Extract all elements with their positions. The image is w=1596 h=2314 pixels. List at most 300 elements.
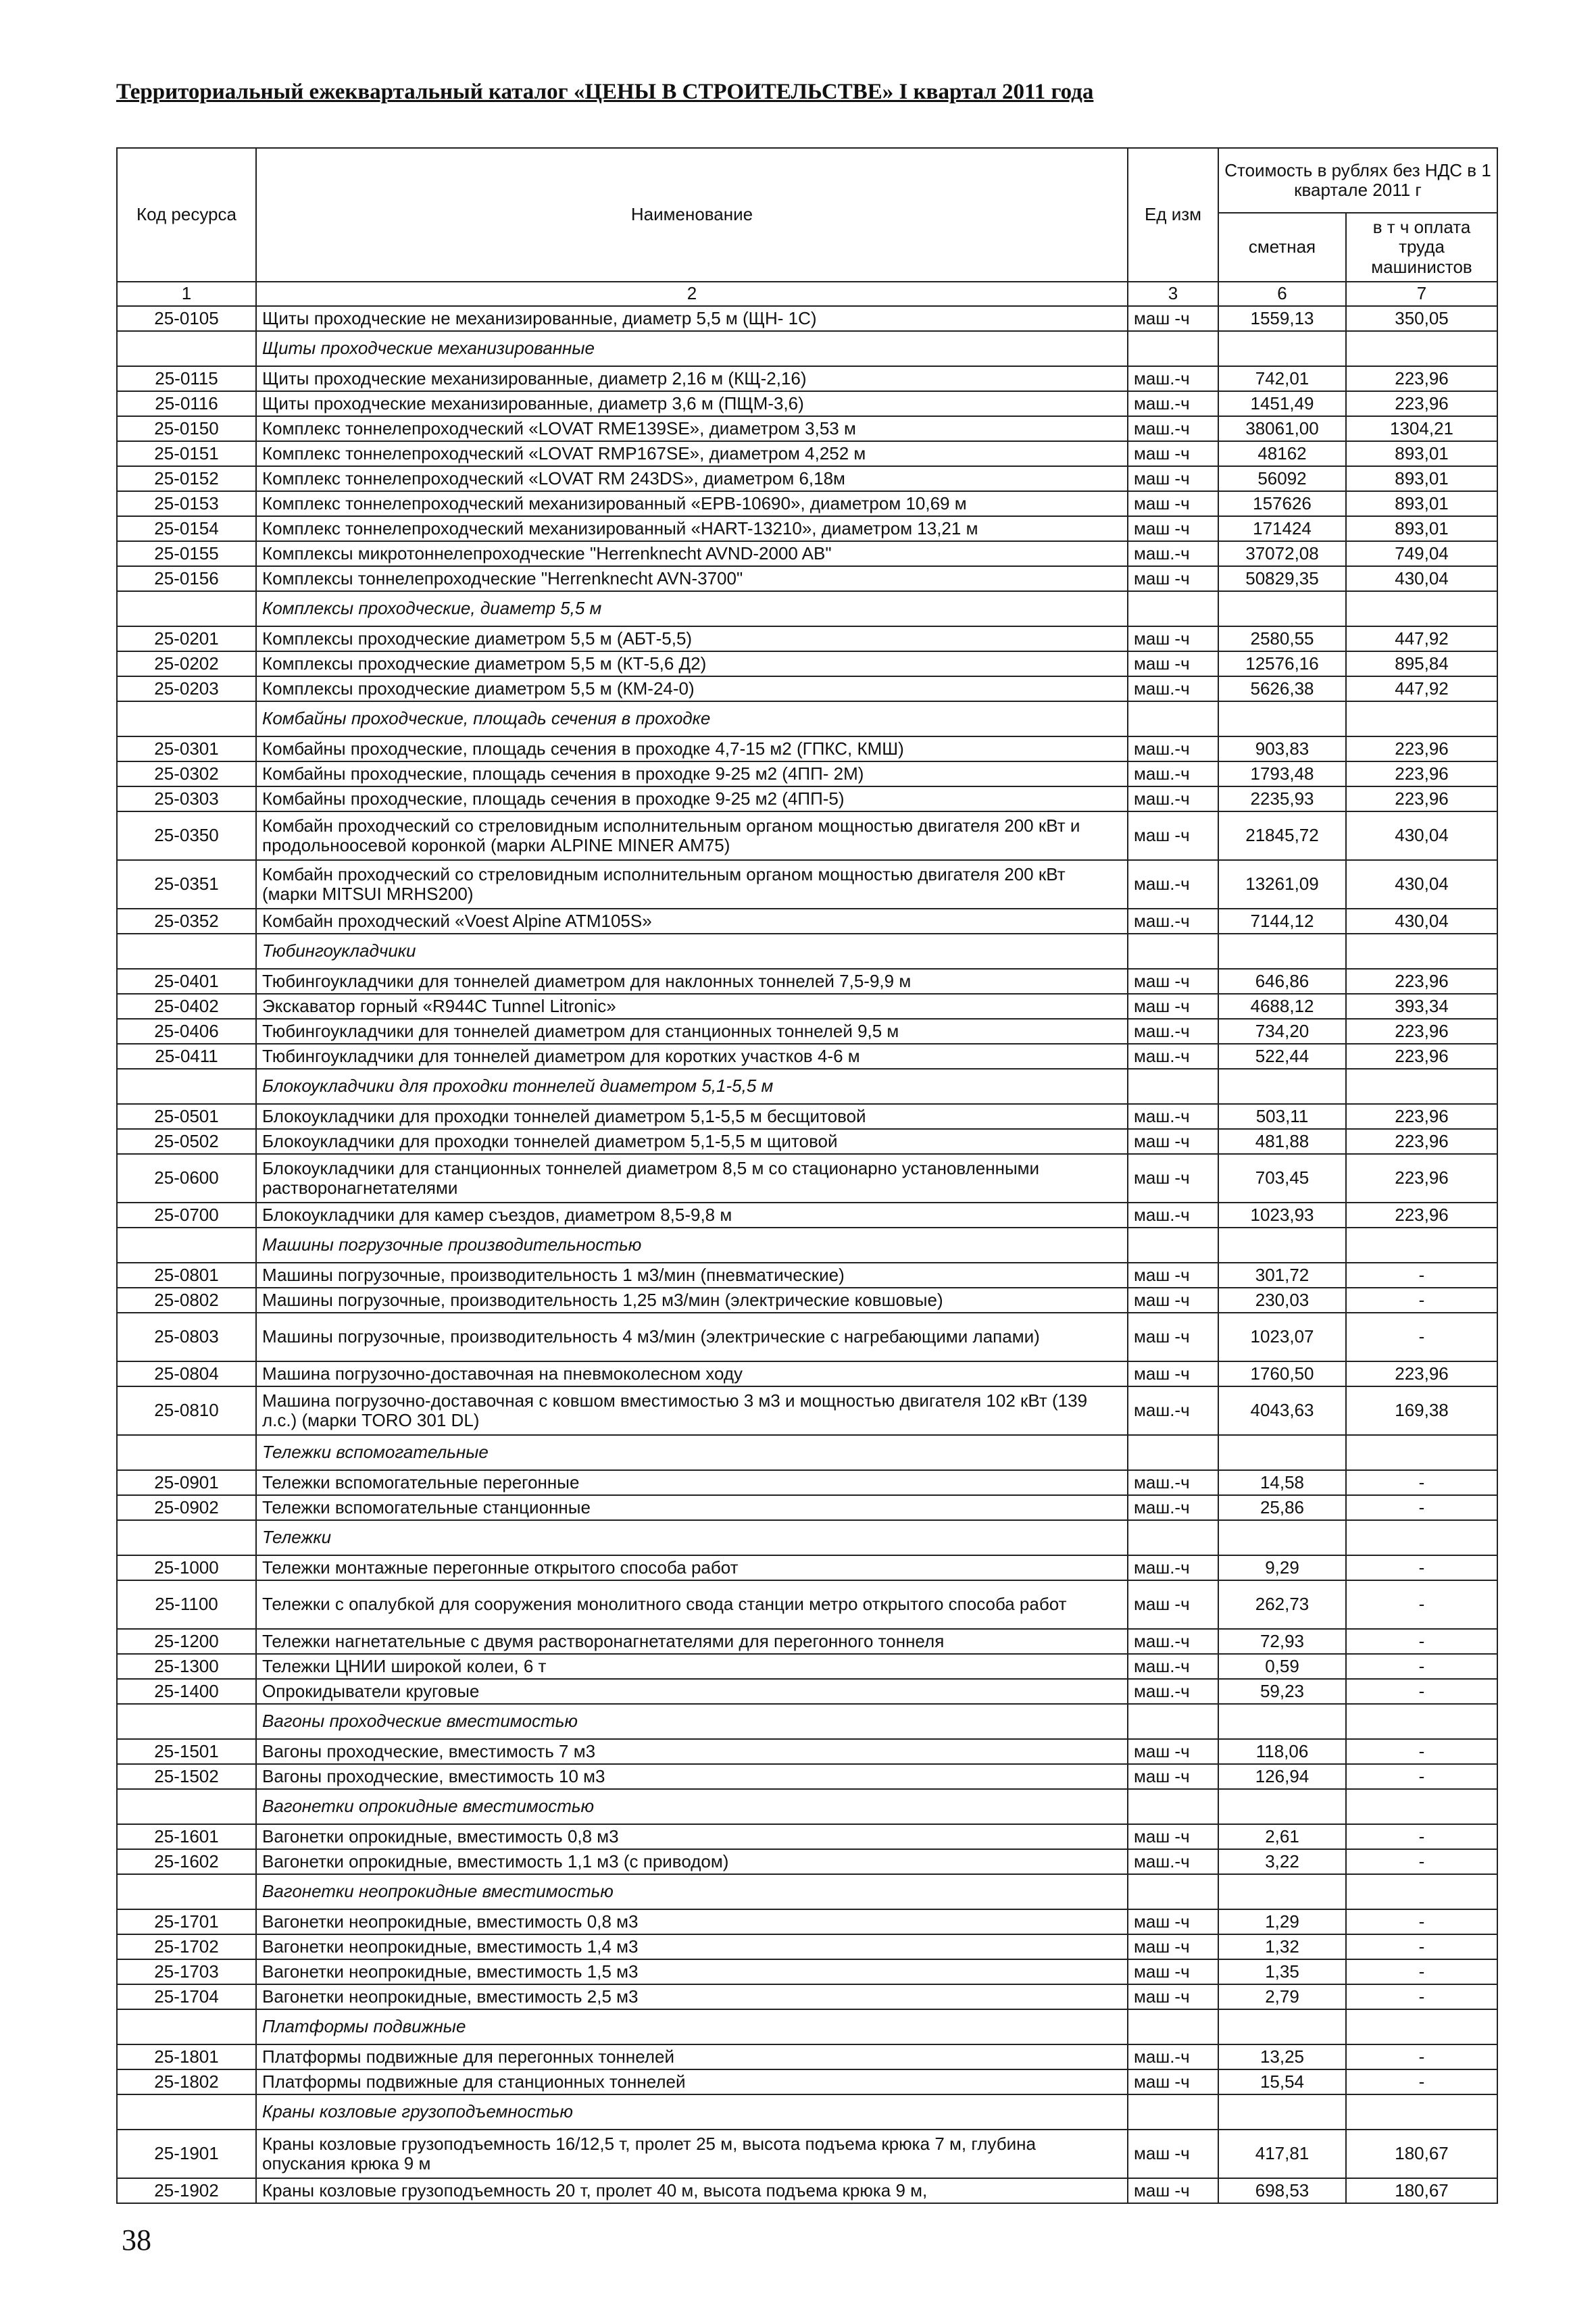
resource-code: 25-0303 bbox=[117, 786, 256, 811]
section-labor-cell bbox=[1346, 934, 1497, 969]
unit-of-measure: маш -ч bbox=[1128, 566, 1218, 591]
section-cost-cell bbox=[1218, 1435, 1346, 1470]
unit-of-measure: маш -ч bbox=[1128, 1361, 1218, 1386]
table-row bbox=[117, 1580, 1497, 1629]
operator-labor-cost: 893,01 bbox=[1346, 466, 1497, 491]
section-unit-cell bbox=[1128, 1520, 1218, 1555]
section-cost-cell bbox=[1218, 1789, 1346, 1824]
operator-labor-cost: 430,04 bbox=[1346, 860, 1497, 909]
estimated-cost: 742,01 bbox=[1218, 366, 1346, 391]
section-unit-cell bbox=[1128, 1789, 1218, 1824]
resource-name: Комплексы микротоннелепроходческие "Herrenknecht AVND-2000 AB" bbox=[256, 541, 1128, 566]
resource-name: Машины погрузочные, производительность 1,25 м3/мин (электрические ковшовые) bbox=[256, 1288, 1128, 1313]
resource-code: 25-0154 bbox=[117, 516, 256, 541]
resource-code: 25-0350 bbox=[117, 811, 256, 860]
operator-labor-cost: - bbox=[1346, 1288, 1497, 1313]
section-title: Вагонетки неопрокидные вместимостью bbox=[256, 1874, 1128, 1909]
header-code: Код ресурса bbox=[117, 148, 256, 282]
unit-of-measure: маш -ч bbox=[1128, 1288, 1218, 1313]
section-labor-cell bbox=[1346, 1789, 1497, 1824]
estimated-cost: 9,29 bbox=[1218, 1555, 1346, 1580]
resource-code: 25-0150 bbox=[117, 416, 256, 441]
unit-of-measure: маш.-ч bbox=[1128, 1654, 1218, 1679]
resource-name: Машины погрузочные, производительность 4 м3/мин (электрические с нагребающими лапами) bbox=[256, 1313, 1128, 1361]
operator-labor-cost: 180,67 bbox=[1346, 2178, 1497, 2203]
table-row bbox=[117, 626, 1497, 651]
section-code-cell bbox=[117, 2094, 256, 2130]
estimated-cost: 15,54 bbox=[1218, 2069, 1346, 2094]
operator-labor-cost: 350,05 bbox=[1346, 306, 1497, 331]
resource-name: Тележки нагнетательные с двумя растворонагнетателями для перегонного тоннеля bbox=[256, 1629, 1128, 1654]
table-row bbox=[117, 566, 1497, 591]
resource-name: Комплексы проходческие диаметром 5,5 м (КТ-5,6 Д2) bbox=[256, 651, 1128, 676]
resource-code: 25-0804 bbox=[117, 1361, 256, 1386]
table-row bbox=[117, 811, 1497, 860]
section-labor-cell bbox=[1346, 2009, 1497, 2044]
header-unit: Ед изм bbox=[1128, 148, 1218, 282]
resource-code: 25-0501 bbox=[117, 1104, 256, 1129]
resource-code: 25-0201 bbox=[117, 626, 256, 651]
section-labor-cell bbox=[1346, 1874, 1497, 1909]
operator-labor-cost: 430,04 bbox=[1346, 909, 1497, 934]
resource-code: 25-1400 bbox=[117, 1679, 256, 1704]
resource-name: Комбайны проходческие, площадь сечения в проходке 4,7-15 м2 (ГПКС, КМШ) bbox=[256, 736, 1128, 761]
table-row bbox=[117, 1154, 1497, 1203]
estimated-cost: 3,22 bbox=[1218, 1849, 1346, 1874]
section-unit-cell bbox=[1128, 1435, 1218, 1470]
resource-code: 25-0600 bbox=[117, 1154, 256, 1203]
resource-code: 25-1701 bbox=[117, 1909, 256, 1934]
table-row bbox=[117, 1555, 1497, 1580]
section-unit-cell bbox=[1128, 701, 1218, 736]
unit-of-measure: маш -ч bbox=[1128, 2130, 1218, 2178]
section-cost-cell bbox=[1218, 934, 1346, 969]
operator-labor-cost: - bbox=[1346, 1959, 1497, 1984]
unit-of-measure: маш -ч bbox=[1128, 1154, 1218, 1203]
operator-labor-cost: - bbox=[1346, 1555, 1497, 1580]
unit-of-measure: маш -ч bbox=[1128, 651, 1218, 676]
section-code-cell bbox=[117, 2009, 256, 2044]
operator-labor-cost: - bbox=[1346, 1654, 1497, 1679]
resource-name: Тележки ЦНИИ широкой колеи, 6 т bbox=[256, 1654, 1128, 1679]
unit-of-measure: маш.-ч bbox=[1128, 909, 1218, 934]
operator-labor-cost: 893,01 bbox=[1346, 491, 1497, 516]
unit-of-measure: маш -ч bbox=[1128, 626, 1218, 651]
table-row bbox=[117, 1470, 1497, 1495]
operator-labor-cost: 223,96 bbox=[1346, 969, 1497, 994]
unit-of-measure: маш -ч bbox=[1128, 1580, 1218, 1629]
operator-labor-cost: - bbox=[1346, 1849, 1497, 1874]
estimated-cost: 646,86 bbox=[1218, 969, 1346, 994]
table-row bbox=[117, 860, 1497, 909]
resource-name: Блокоукладчики для станционных тоннелей диаметром 8,5 м со стационарно установленными растворонагнетателями bbox=[256, 1154, 1128, 1203]
operator-labor-cost: 749,04 bbox=[1346, 541, 1497, 566]
estimated-cost: 703,45 bbox=[1218, 1154, 1346, 1203]
resource-code: 25-1801 bbox=[117, 2044, 256, 2069]
estimated-cost: 4043,63 bbox=[1218, 1386, 1346, 1435]
resource-code: 25-0156 bbox=[117, 566, 256, 591]
resource-name: Щиты проходческие механизированные, диаметр 3,6 м (ПЩМ-3,6) bbox=[256, 391, 1128, 416]
section-cost-cell bbox=[1218, 2009, 1346, 2044]
unit-of-measure: маш.-ч bbox=[1128, 1104, 1218, 1129]
resource-code: 25-1501 bbox=[117, 1739, 256, 1764]
resource-name: Вагонетки неопрокидные, вместимость 1,5 м3 bbox=[256, 1959, 1128, 1984]
operator-labor-cost: 223,96 bbox=[1346, 1203, 1497, 1228]
resource-name: Платформы подвижные для станционных тоннелей bbox=[256, 2069, 1128, 2094]
estimated-cost: 21845,72 bbox=[1218, 811, 1346, 860]
operator-labor-cost: - bbox=[1346, 1263, 1497, 1288]
estimated-cost: 1,29 bbox=[1218, 1909, 1346, 1934]
estimated-cost: 126,94 bbox=[1218, 1764, 1346, 1789]
table-row bbox=[117, 1495, 1497, 1520]
resource-name: Машины погрузочные, производительность 1 м3/мин (пневматические) bbox=[256, 1263, 1128, 1288]
section-unit-cell bbox=[1128, 1069, 1218, 1104]
operator-labor-cost: - bbox=[1346, 1739, 1497, 1764]
operator-labor-cost: - bbox=[1346, 1934, 1497, 1959]
operator-labor-cost: - bbox=[1346, 1470, 1497, 1495]
unit-of-measure: маш -ч bbox=[1128, 1129, 1218, 1154]
resource-name: Машина погрузочно-доставочная с ковшом вместимостью 3 м3 и мощностью двигателя 102 кВт (139 л.с.) (марки TORO 301 DL) bbox=[256, 1386, 1128, 1435]
table-row bbox=[117, 676, 1497, 701]
table-row bbox=[117, 2069, 1497, 2094]
estimated-cost: 1559,13 bbox=[1218, 306, 1346, 331]
table-row bbox=[117, 416, 1497, 441]
resource-code: 25-0203 bbox=[117, 676, 256, 701]
operator-labor-cost: 223,96 bbox=[1346, 1129, 1497, 1154]
operator-labor-cost: 895,84 bbox=[1346, 651, 1497, 676]
resource-code: 25-0302 bbox=[117, 761, 256, 786]
table-row bbox=[117, 366, 1497, 391]
table-row bbox=[117, 1129, 1497, 1154]
resource-code: 25-0902 bbox=[117, 1495, 256, 1520]
section-row bbox=[117, 1228, 1497, 1263]
resource-name: Тюбингоукладчики для тоннелей диаметром для станционных тоннелей 9,5 м bbox=[256, 1019, 1128, 1044]
unit-of-measure: маш -ч bbox=[1128, 2178, 1218, 2203]
estimated-cost: 59,23 bbox=[1218, 1679, 1346, 1704]
resource-name: Комплексы тоннелепроходческие "Herrenknecht AVN-3700" bbox=[256, 566, 1128, 591]
resource-name: Блокоукладчики для проходки тоннелей диаметром 5,1-5,5 м щитовой bbox=[256, 1129, 1128, 1154]
section-cost-cell bbox=[1218, 591, 1346, 626]
unit-of-measure: маш -ч bbox=[1128, 1934, 1218, 1959]
section-unit-cell bbox=[1128, 1228, 1218, 1263]
operator-labor-cost: 393,34 bbox=[1346, 994, 1497, 1019]
section-row bbox=[117, 1704, 1497, 1739]
unit-of-measure: маш.-ч bbox=[1128, 416, 1218, 441]
resource-name: Комплекс тоннелепроходческий механизированный «HART-13210», диаметром 13,21 м bbox=[256, 516, 1128, 541]
operator-labor-cost: - bbox=[1346, 1580, 1497, 1629]
table-row bbox=[117, 736, 1497, 761]
section-code-cell bbox=[117, 1228, 256, 1263]
resource-name: Краны козловые грузоподъемность 20 т, пролет 40 м, высота подъема крюка 9 м, bbox=[256, 2178, 1128, 2203]
resource-name: Экскаватор горный «R944C Tunnel Litronic» bbox=[256, 994, 1128, 1019]
resource-name: Блокоукладчики для проходки тоннелей диаметром 5,1-5,5 м бесщитовой bbox=[256, 1104, 1128, 1129]
estimated-cost: 2,79 bbox=[1218, 1984, 1346, 2009]
section-unit-cell bbox=[1128, 1704, 1218, 1739]
operator-labor-cost: - bbox=[1346, 2044, 1497, 2069]
unit-of-measure: маш.-ч bbox=[1128, 1849, 1218, 1874]
section-unit-cell bbox=[1128, 2009, 1218, 2044]
section-labor-cell bbox=[1346, 701, 1497, 736]
estimated-cost: 171424 bbox=[1218, 516, 1346, 541]
unit-of-measure: маш.-ч bbox=[1128, 1470, 1218, 1495]
estimated-cost: 25,86 bbox=[1218, 1495, 1346, 1520]
unit-of-measure: маш.-ч bbox=[1128, 736, 1218, 761]
operator-labor-cost: - bbox=[1346, 2069, 1497, 2094]
resource-code: 25-1300 bbox=[117, 1654, 256, 1679]
resource-name: Вагонетки неопрокидные, вместимость 1,4 м3 bbox=[256, 1934, 1128, 1959]
unit-of-measure: маш -ч bbox=[1128, 811, 1218, 860]
estimated-cost: 522,44 bbox=[1218, 1044, 1346, 1069]
operator-labor-cost: 223,96 bbox=[1346, 366, 1497, 391]
unit-of-measure: маш -ч bbox=[1128, 491, 1218, 516]
resource-name: Комплекс тоннелепроходческий механизированный «EPB-10690», диаметром 10,69 м bbox=[256, 491, 1128, 516]
resource-name: Тележки с опалубкой для сооружения монолитного свода станции метро открытого способа работ bbox=[256, 1580, 1128, 1629]
operator-labor-cost: - bbox=[1346, 1984, 1497, 2009]
column-number: 7 bbox=[1346, 282, 1497, 306]
resource-code: 25-0803 bbox=[117, 1313, 256, 1361]
estimated-cost: 2,61 bbox=[1218, 1824, 1346, 1849]
operator-labor-cost: 430,04 bbox=[1346, 566, 1497, 591]
table-row bbox=[117, 1361, 1497, 1386]
estimated-cost: 1,35 bbox=[1218, 1959, 1346, 1984]
resource-code: 25-0153 bbox=[117, 491, 256, 516]
estimated-cost: 903,83 bbox=[1218, 736, 1346, 761]
table-row bbox=[117, 541, 1497, 566]
resource-name: Вагонетки неопрокидные, вместимость 2,5 м3 bbox=[256, 1984, 1128, 2009]
resource-code: 25-1601 bbox=[117, 1824, 256, 1849]
operator-labor-cost: 1304,21 bbox=[1346, 416, 1497, 441]
table-row bbox=[117, 1044, 1497, 1069]
resource-name: Вагонетки неопрокидные, вместимость 0,8 м3 bbox=[256, 1909, 1128, 1934]
operator-labor-cost: - bbox=[1346, 1764, 1497, 1789]
section-code-cell bbox=[117, 1789, 256, 1824]
operator-labor-cost: 447,92 bbox=[1346, 676, 1497, 701]
section-labor-cell bbox=[1346, 331, 1497, 366]
resource-code: 25-0402 bbox=[117, 994, 256, 1019]
section-code-cell bbox=[117, 1069, 256, 1104]
estimated-cost: 38061,00 bbox=[1218, 416, 1346, 441]
resource-name: Тележки монтажные перегонные открытого способа работ bbox=[256, 1555, 1128, 1580]
unit-of-measure: маш -ч bbox=[1128, 1824, 1218, 1849]
estimated-cost: 72,93 bbox=[1218, 1629, 1346, 1654]
table-row bbox=[117, 391, 1497, 416]
resource-code: 25-1502 bbox=[117, 1764, 256, 1789]
section-code-cell bbox=[117, 1704, 256, 1739]
operator-labor-cost: 223,96 bbox=[1346, 1044, 1497, 1069]
table-row bbox=[117, 1764, 1497, 1789]
table-row bbox=[117, 994, 1497, 1019]
table-row bbox=[117, 1909, 1497, 1934]
operator-labor-cost: - bbox=[1346, 1824, 1497, 1849]
resource-name: Комбайн проходческий со стреловидным исполнительным органом мощностью двигателя 200 кВт и продольноосевой коронкой (марки ALPINE MINER AM75) bbox=[256, 811, 1128, 860]
resource-code: 25-0115 bbox=[117, 366, 256, 391]
resource-name: Вагонетки опрокидные, вместимость 0,8 м3 bbox=[256, 1824, 1128, 1849]
resource-code: 25-1100 bbox=[117, 1580, 256, 1629]
unit-of-measure: маш.-ч bbox=[1128, 391, 1218, 416]
estimated-cost: 13,25 bbox=[1218, 2044, 1346, 2069]
resource-code: 25-0406 bbox=[117, 1019, 256, 1044]
section-labor-cell bbox=[1346, 591, 1497, 626]
estimated-cost: 1023,07 bbox=[1218, 1313, 1346, 1361]
section-row bbox=[117, 1874, 1497, 1909]
operator-labor-cost: - bbox=[1346, 1679, 1497, 1704]
table-row bbox=[117, 491, 1497, 516]
unit-of-measure: маш.-ч bbox=[1128, 1629, 1218, 1654]
resource-name: Щиты проходческие механизированные, диаметр 2,16 м (КЩ-2,16) bbox=[256, 366, 1128, 391]
table-row bbox=[117, 1934, 1497, 1959]
section-labor-cell bbox=[1346, 1228, 1497, 1263]
operator-labor-cost: 430,04 bbox=[1346, 811, 1497, 860]
operator-labor-cost: - bbox=[1346, 1313, 1497, 1361]
resource-code: 25-0116 bbox=[117, 391, 256, 416]
estimated-cost: 230,03 bbox=[1218, 1288, 1346, 1313]
section-title: Машины погрузочные производительностью bbox=[256, 1228, 1128, 1263]
resource-name: Комбайны проходческие, площадь сечения в проходке 9-25 м2 (4ПП- 2М) bbox=[256, 761, 1128, 786]
resource-code: 25-1602 bbox=[117, 1849, 256, 1874]
operator-labor-cost: 223,96 bbox=[1346, 1019, 1497, 1044]
section-title: Платформы подвижные bbox=[256, 2009, 1128, 2044]
table-row bbox=[117, 1739, 1497, 1764]
section-unit-cell bbox=[1128, 2094, 1218, 2130]
resource-name: Опрокидыватели круговые bbox=[256, 1679, 1128, 1704]
resource-code: 25-0155 bbox=[117, 541, 256, 566]
estimated-cost: 37072,08 bbox=[1218, 541, 1346, 566]
unit-of-measure: маш -ч bbox=[1128, 994, 1218, 1019]
resource-name: Тюбингоукладчики для тоннелей диаметром для коротких участков 4-6 м bbox=[256, 1044, 1128, 1069]
resource-code: 25-0152 bbox=[117, 466, 256, 491]
operator-labor-cost: 169,38 bbox=[1346, 1386, 1497, 1435]
section-unit-cell bbox=[1128, 934, 1218, 969]
header-labor: в т ч оплата труда машинистов bbox=[1346, 213, 1497, 282]
unit-of-measure: маш -ч bbox=[1128, 441, 1218, 466]
estimated-cost: 14,58 bbox=[1218, 1470, 1346, 1495]
estimated-cost: 698,53 bbox=[1218, 2178, 1346, 2203]
table-row bbox=[117, 2044, 1497, 2069]
header-estimated: сметная bbox=[1218, 213, 1346, 282]
section-title: Блокоукладчики для проходки тоннелей диаметром 5,1-5,5 м bbox=[256, 1069, 1128, 1104]
section-title: Краны козловые грузоподъемностью bbox=[256, 2094, 1128, 2130]
estimated-cost: 734,20 bbox=[1218, 1019, 1346, 1044]
unit-of-measure: маш.-ч bbox=[1128, 761, 1218, 786]
section-cost-cell bbox=[1218, 331, 1346, 366]
resource-code: 25-1704 bbox=[117, 1984, 256, 2009]
section-row bbox=[117, 591, 1497, 626]
unit-of-measure: маш -ч bbox=[1128, 1263, 1218, 1288]
operator-labor-cost: 223,96 bbox=[1346, 1104, 1497, 1129]
operator-labor-cost: - bbox=[1346, 1629, 1497, 1654]
section-code-cell bbox=[117, 701, 256, 736]
table-row bbox=[117, 2130, 1497, 2178]
table-row bbox=[117, 1849, 1497, 1874]
unit-of-measure: маш.-ч bbox=[1128, 366, 1218, 391]
operator-labor-cost: 447,92 bbox=[1346, 626, 1497, 651]
section-labor-cell bbox=[1346, 1435, 1497, 1470]
section-title: Щиты проходческие механизированные bbox=[256, 331, 1128, 366]
table-row bbox=[117, 1203, 1497, 1228]
section-title: Тюбингоукладчики bbox=[256, 934, 1128, 969]
estimated-cost: 301,72 bbox=[1218, 1263, 1346, 1288]
resource-name: Комплексы проходческие диаметром 5,5 м (КМ-24-0) bbox=[256, 676, 1128, 701]
estimated-cost: 7144,12 bbox=[1218, 909, 1346, 934]
operator-labor-cost: 223,96 bbox=[1346, 1361, 1497, 1386]
table-row bbox=[117, 651, 1497, 676]
section-unit-cell bbox=[1128, 1874, 1218, 1909]
table-header bbox=[117, 148, 1497, 306]
resource-code: 25-0411 bbox=[117, 1044, 256, 1069]
operator-labor-cost: 893,01 bbox=[1346, 441, 1497, 466]
section-cost-cell bbox=[1218, 1520, 1346, 1555]
resource-code: 25-1703 bbox=[117, 1959, 256, 1984]
unit-of-measure: маш -ч bbox=[1128, 1959, 1218, 1984]
resource-name: Вагонетки опрокидные, вместимость 1,1 м3 (с приводом) bbox=[256, 1849, 1128, 1874]
resource-name: Тележки вспомогательные станционные bbox=[256, 1495, 1128, 1520]
section-row bbox=[117, 1520, 1497, 1555]
section-unit-cell bbox=[1128, 331, 1218, 366]
section-labor-cell bbox=[1346, 1704, 1497, 1739]
unit-of-measure: маш.-ч bbox=[1128, 1495, 1218, 1520]
unit-of-measure: маш -ч bbox=[1128, 516, 1218, 541]
table-row bbox=[117, 1313, 1497, 1361]
operator-labor-cost: 223,96 bbox=[1346, 761, 1497, 786]
section-labor-cell bbox=[1346, 1520, 1497, 1555]
operator-labor-cost: - bbox=[1346, 1909, 1497, 1934]
unit-of-measure: маш.-ч bbox=[1128, 1386, 1218, 1435]
table-row bbox=[117, 306, 1497, 331]
column-number: 3 bbox=[1128, 282, 1218, 306]
table-row bbox=[117, 1824, 1497, 1849]
table-row bbox=[117, 516, 1497, 541]
estimated-cost: 2235,93 bbox=[1218, 786, 1346, 811]
column-numbers-row bbox=[117, 282, 1497, 306]
operator-labor-cost: 223,96 bbox=[1346, 736, 1497, 761]
table-row bbox=[117, 1959, 1497, 1984]
resource-name: Блокоукладчики для камер съездов, диаметром 8,5-9,8 м bbox=[256, 1203, 1128, 1228]
estimated-cost: 0,59 bbox=[1218, 1654, 1346, 1679]
resource-name: Комплексы проходческие диаметром 5,5 м (АБТ-5,5) bbox=[256, 626, 1128, 651]
section-code-cell bbox=[117, 591, 256, 626]
operator-labor-cost: 223,96 bbox=[1346, 786, 1497, 811]
table-row bbox=[117, 1654, 1497, 1679]
table-row bbox=[117, 2178, 1497, 2203]
unit-of-measure: маш.-ч bbox=[1128, 2044, 1218, 2069]
resource-code: 25-1000 bbox=[117, 1555, 256, 1580]
resource-code: 25-0901 bbox=[117, 1470, 256, 1495]
estimated-cost: 1793,48 bbox=[1218, 761, 1346, 786]
section-row bbox=[117, 2094, 1497, 2130]
section-title: Вагоны проходческие вместимостью bbox=[256, 1704, 1128, 1739]
estimated-cost: 417,81 bbox=[1218, 2130, 1346, 2178]
column-number: 2 bbox=[256, 282, 1128, 306]
resource-code: 25-0351 bbox=[117, 860, 256, 909]
resource-code: 25-0202 bbox=[117, 651, 256, 676]
operator-labor-cost: - bbox=[1346, 1495, 1497, 1520]
table-row bbox=[117, 1019, 1497, 1044]
operator-labor-cost: 893,01 bbox=[1346, 516, 1497, 541]
unit-of-measure: маш.-ч bbox=[1128, 676, 1218, 701]
estimated-cost: 262,73 bbox=[1218, 1580, 1346, 1629]
estimated-cost: 12576,16 bbox=[1218, 651, 1346, 676]
section-code-cell bbox=[117, 1520, 256, 1555]
estimated-cost: 1,32 bbox=[1218, 1934, 1346, 1959]
unit-of-measure: маш.-ч bbox=[1128, 1203, 1218, 1228]
resource-code: 25-0801 bbox=[117, 1263, 256, 1288]
unit-of-measure: маш -ч bbox=[1128, 969, 1218, 994]
estimated-cost: 50829,35 bbox=[1218, 566, 1346, 591]
section-cost-cell bbox=[1218, 1874, 1346, 1909]
table-row bbox=[117, 786, 1497, 811]
section-code-cell bbox=[117, 331, 256, 366]
section-row bbox=[117, 2009, 1497, 2044]
